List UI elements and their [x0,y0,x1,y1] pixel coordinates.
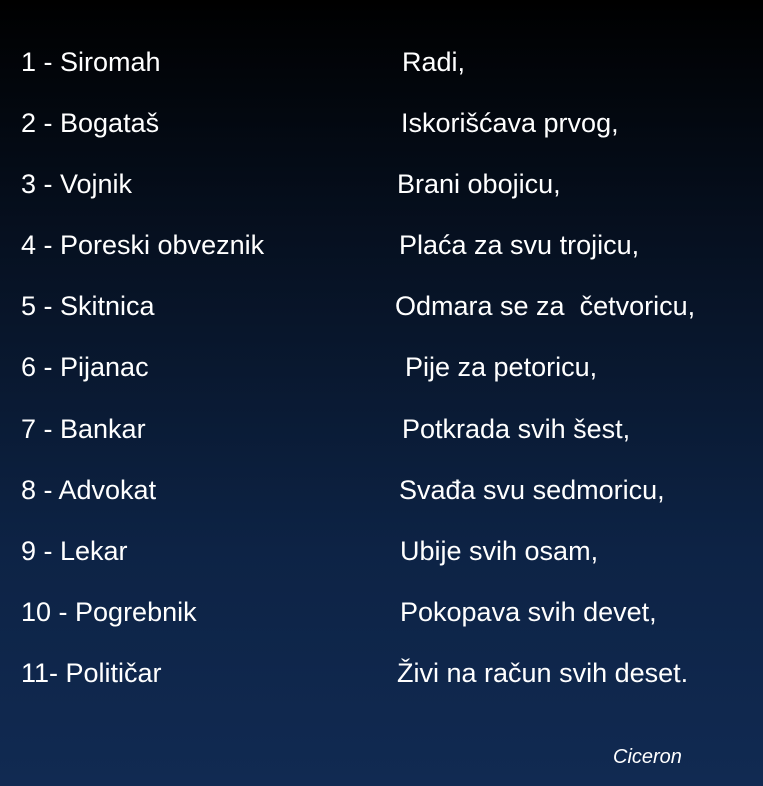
role-label: 6 - Pijanac [21,352,149,382]
list-item [0,653,763,693]
list-item [0,531,763,571]
list-item [0,42,763,82]
action-text: Pije za petoricu, [405,352,598,382]
action-text: Pokopava svih devet, [400,597,657,627]
action-text: Ubije svih osam, [400,536,599,566]
list-item [0,470,763,510]
list-item [0,286,763,326]
action-text: Svađa svu sedmoricu, [399,475,665,505]
role-label: 1 - Siromah [21,47,161,77]
role-label: 5 - Skitnica [21,291,155,321]
action-text: Potkrada svih šest, [402,414,631,444]
list-item [0,592,763,632]
action-text: Plaća za svu trojicu, [399,230,640,260]
list-item [0,409,763,449]
action-text: Brani obojicu, [397,169,561,199]
role-label: 8 - Advokat [21,475,157,505]
list-item [0,164,763,204]
action-text: Radi, [402,47,466,77]
action-text: Živi na račun svih deset. [397,658,689,688]
list-item [0,225,763,265]
role-label: 7 - Bankar [21,414,146,444]
list-item [0,347,763,387]
role-label: 2 - Bogataš [21,108,160,138]
list-item [0,103,763,143]
role-label: 11- Političar [21,658,162,688]
role-label: 3 - Vojnik [21,169,133,199]
role-label: 10 - Pogrebnik [21,597,197,627]
action-text: Odmara se za četvoricu, [395,291,696,321]
author-signature: Ciceron [613,746,682,768]
role-label: 4 - Poreski obveznik [21,230,265,260]
role-label: 9 - Lekar [21,536,128,566]
action-text: Iskorišćava prvog, [401,108,619,138]
